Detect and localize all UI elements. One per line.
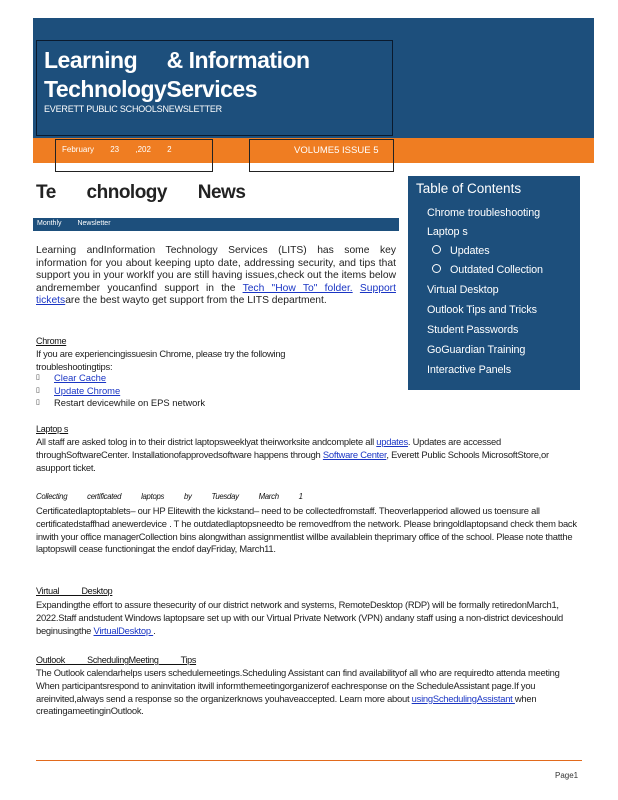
masthead-subtitle: EVERETT PUBLIC SCHOOLSNEWSLETTER — [44, 104, 222, 114]
clear-cache-link[interactable] — [36, 372, 205, 385]
collecting-body: Certificatedlaptoptablets– our HP Elitewith the kickstand– need to be collectedfromstaff. Theoverlapperiod allowed us toensure all certificatedstaffhad anewerdevice . T he outdatedlaptopsneedto be removedfrom the network. Please bringoldlaptopsand check them back inwith your office managerCollection bins alongwithan assignmentlist willbe availablein theprimary office of the school. Please note thatthe laptopswill cease functioningat the endof dayFriday, March11. — [36, 505, 577, 555]
update-chrome-link[interactable] — [36, 385, 205, 398]
laptops-text-3: , Everett Public Schools MicrosoftStore,or asupport ticket. — [36, 448, 549, 473]
toc-item-updates[interactable] — [432, 245, 490, 257]
intro-separator — [353, 283, 360, 294]
footer-divider — [36, 760, 582, 761]
intro-paragraph — [36, 245, 396, 308]
virtual-desktop-body — [36, 599, 582, 637]
chrome-body: If you are experiencingissuesin Chrome, please try the following troubleshootingtips: — [36, 348, 286, 372]
toc-item-label: Updates — [450, 245, 490, 257]
toc-item-goguardian[interactable] — [422, 344, 525, 356]
title-line-1: Learning & Information — [44, 47, 310, 73]
laptops-text: All staff are asked tolog in to their district laptopsweeklyat theirworksite andcomplete all — [36, 436, 377, 447]
toc-item-virtual-desktop[interactable] — [422, 284, 499, 296]
date-frame — [55, 139, 213, 172]
toc-item-chrome[interactable] — [422, 207, 540, 219]
collecting-heading: Collecting certificated laptops by Tuesday March 1 — [36, 492, 303, 501]
software-center-link[interactable]: Software Center — [322, 448, 387, 460]
toc-title: Table of Contents — [416, 181, 522, 196]
toc-item-label: Chrome troubleshooting — [427, 207, 541, 219]
monthly-newsletter-label: Monthly Newsletter — [37, 220, 111, 227]
toc-item-label: Outlook Tips and Tricks — [427, 304, 537, 316]
virtual-desktop-heading: Virtual Desktop — [36, 586, 113, 596]
masthead-title — [44, 46, 310, 104]
intro-text: Learning andInformation Technology Services (LITS) has some key information for you about keeping upto date, addressing security, and tips that support you in your workIf you are still having issues,check out the items below andremember youcanfind support in the — [36, 245, 396, 294]
outlook-heading: Outlook SchedulingMeeting Tips — [36, 655, 197, 665]
chrome-heading: Chrome — [36, 336, 67, 346]
restart-device-tip — [36, 397, 205, 410]
outlook-body — [36, 667, 582, 718]
restart-device-label: Restart devicewhile on EPS network — [54, 397, 206, 408]
toc-item-student-passwords[interactable] — [422, 324, 518, 336]
support-tickets-link[interactable]: Support tickets — [36, 282, 396, 306]
virtual-text: Expandingthe effort to assure thesecurity of our district network and systems, RemoteDesktop (RDP) will be formally retiredonMarch1, 2022.Staff andstudent Windows laptopsare set up with our Virtual Private Network (VPN) andany staff using a non-district deviceshould beginusingthe — [36, 599, 563, 636]
toc-item-label: Student Passwords — [427, 324, 519, 336]
circle-bullet-icon — [432, 245, 441, 254]
outlook-text: The Outlook calendarhelps users schedulemeetings.Scheduling Assistant can find availabilityof all who are requiredto attenda meeting When participantsrespond to aninvitation itwill informthemeetingorganizerof eachresponse on the ScheduleAssistant page.If you areinvited,always send a response so the organizerknows youhaveaccepted. Learn more about — [36, 667, 560, 704]
updates-link[interactable]: updates — [376, 436, 408, 447]
toc-item-outdated-collection[interactable] — [432, 264, 543, 276]
toc-item-outlook[interactable] — [422, 304, 537, 316]
page-number: Page1 — [555, 771, 579, 780]
laptops-body — [36, 436, 582, 474]
virtual-text-end: . — [153, 624, 156, 636]
toc-item-laptops[interactable] — [422, 226, 468, 238]
issue-date: February 23 ,202 2 — [62, 145, 172, 154]
toc-item-label: Laptop s — [427, 226, 468, 238]
update-chrome-label[interactable]: Update Chrome — [54, 384, 121, 396]
toc-item-label: Interactive Panels — [427, 364, 512, 376]
toc-item-interactive-panels[interactable] — [422, 364, 511, 376]
laptops-text-2: . Updates are accessed throughSoftwareCenter. Installationofapprovedsoftware happens through — [36, 436, 501, 460]
toc-item-label: Outdated Collection — [450, 264, 543, 276]
clear-cache-label[interactable]: Clear Cache — [54, 372, 107, 383]
tech-how-to-link[interactable]: Tech "How To" folder. — [242, 282, 353, 294]
scheduling-assistant-link[interactable]: usingSchedulingAssistant — [411, 692, 515, 704]
outlook-text-end: when creatingameetinginOutlook. — [36, 692, 537, 717]
main-heading: Te chnology News — [36, 182, 246, 203]
intro-text-end: are the best wayto get support from the LITS department. — [65, 295, 327, 306]
toc-item-label: GoGuardian Training — [427, 344, 526, 356]
toc-item-label: Virtual Desktop — [427, 284, 499, 296]
table-of-contents — [408, 176, 580, 390]
virtual-desktop-link[interactable]: VirtualDesktop — [93, 624, 154, 636]
laptops-heading: Laptop s — [36, 424, 69, 434]
issue-volume: VOLUME5 ISSUE 5 — [294, 145, 379, 156]
chrome-tips-list — [36, 372, 205, 410]
title-line-2: TechnologyServices — [44, 76, 257, 102]
circle-bullet-icon — [432, 264, 441, 273]
